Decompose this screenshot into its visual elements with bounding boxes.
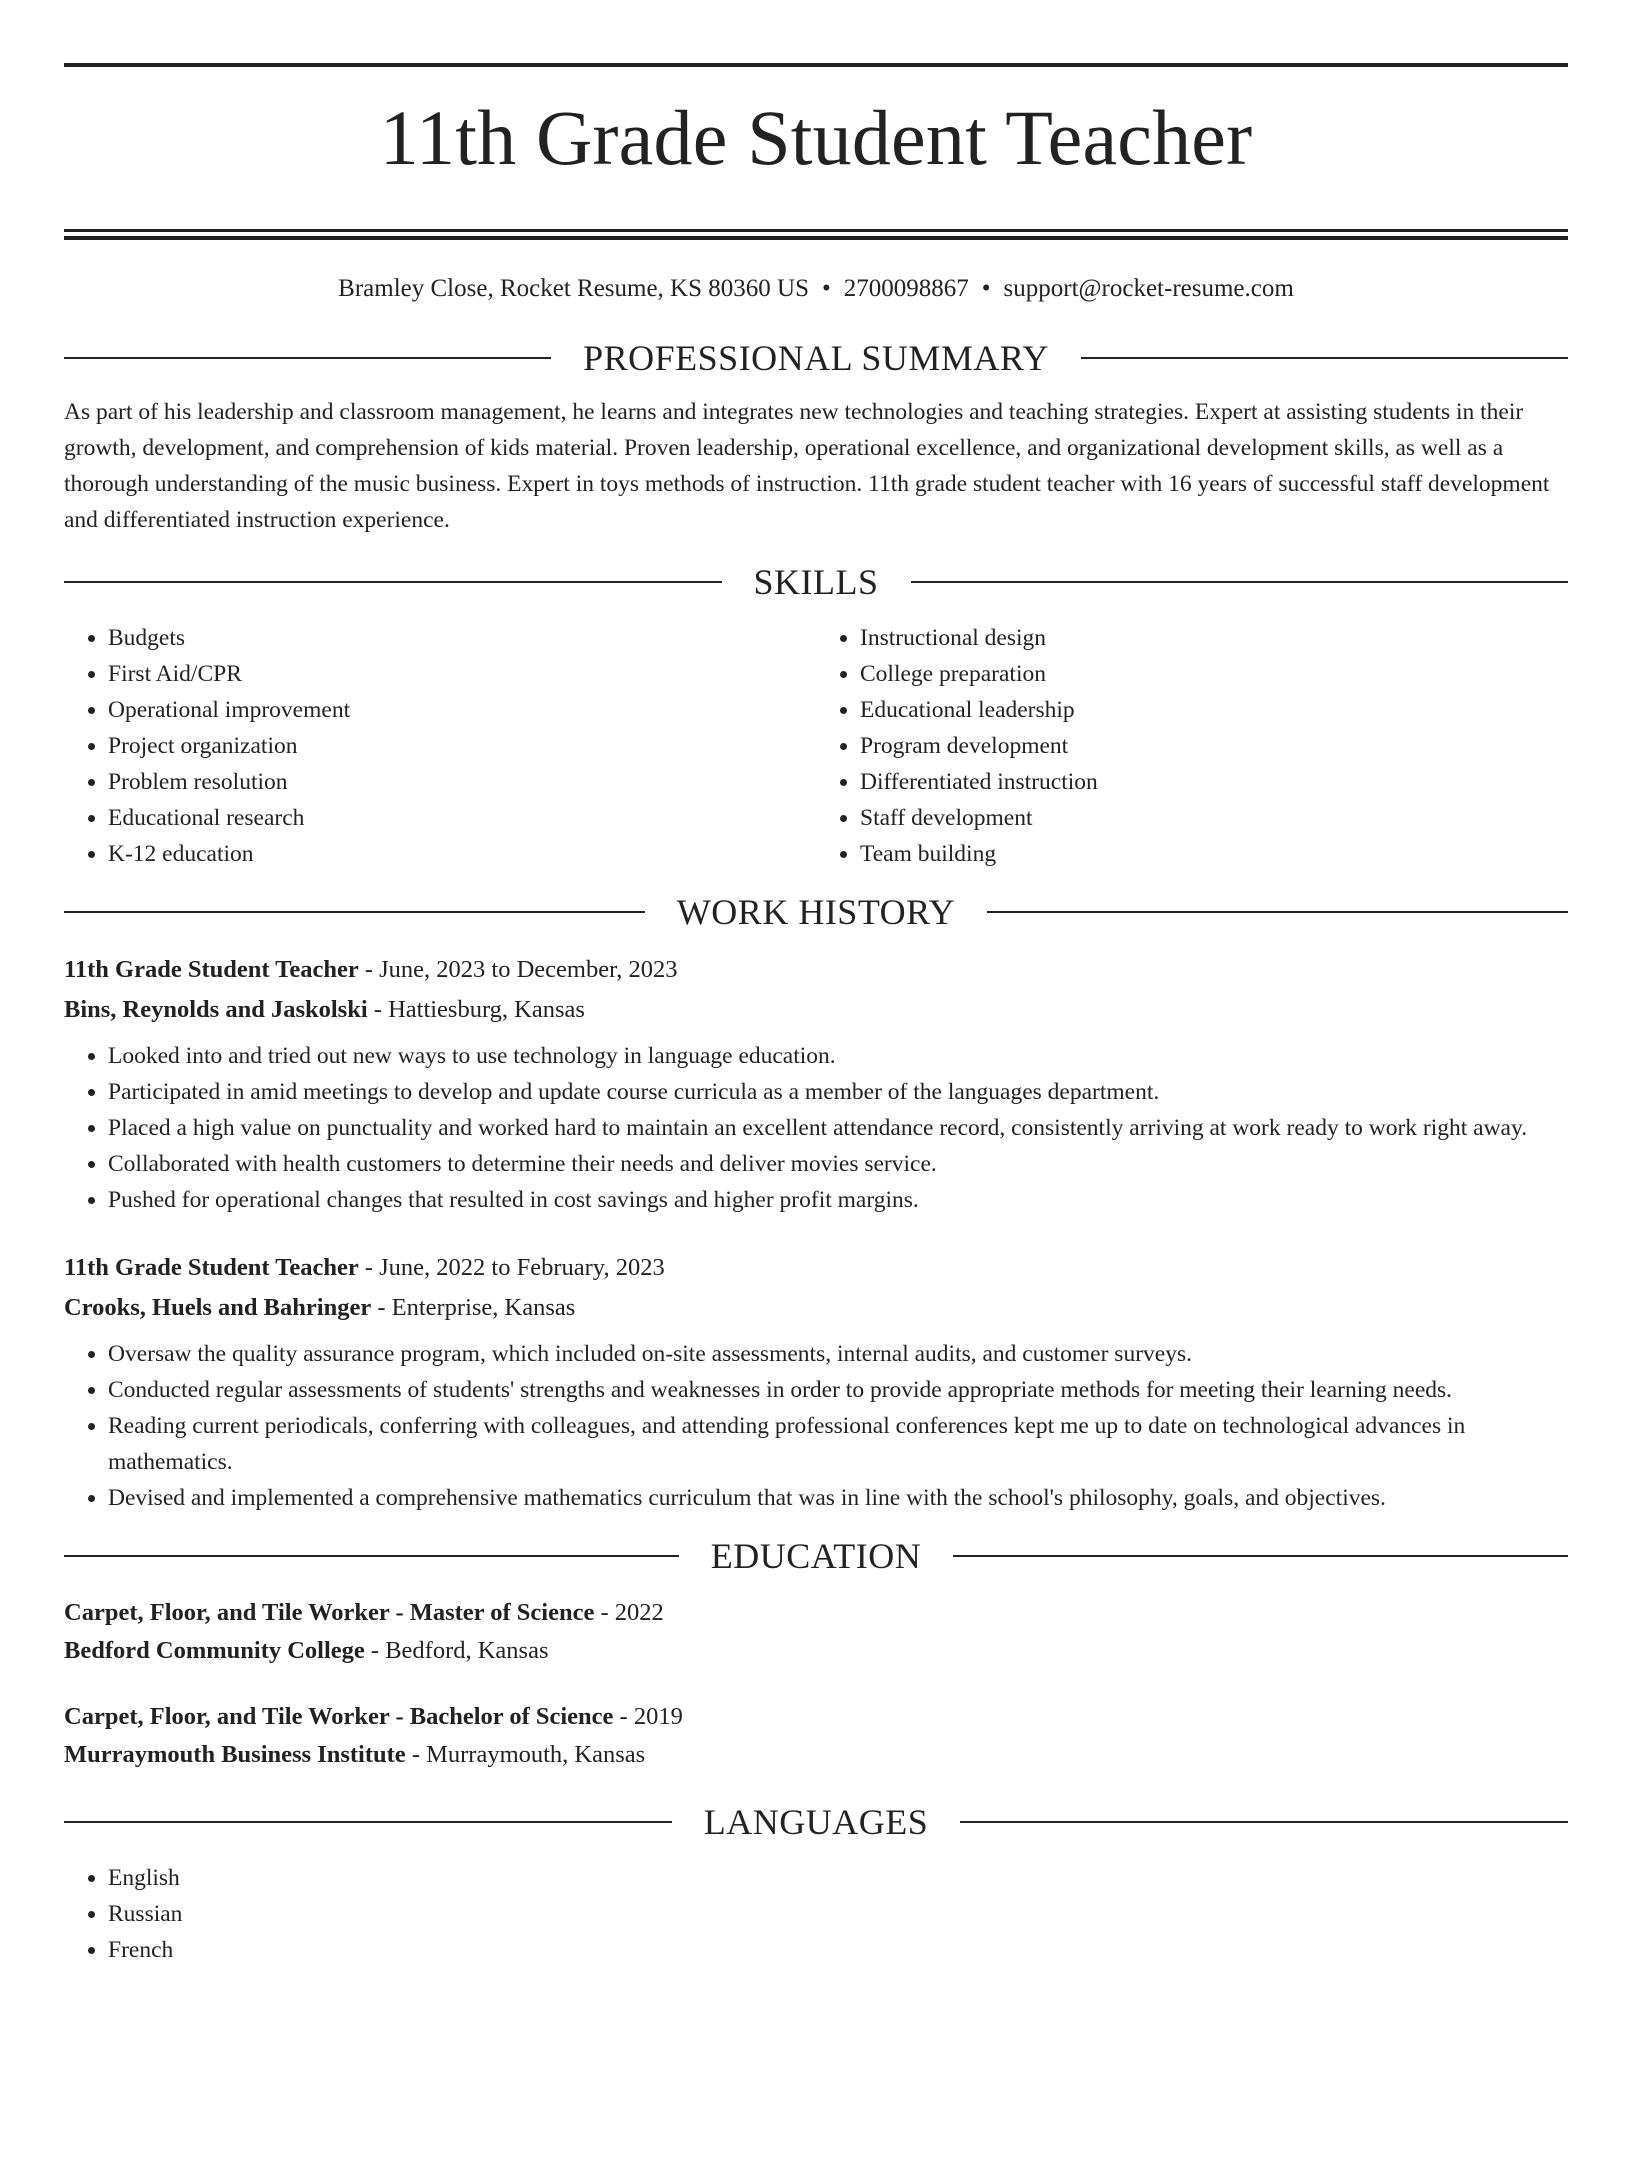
work-heading bbox=[64, 892, 1568, 933]
skill-item: • Program development bbox=[860, 728, 1568, 764]
education-entry bbox=[64, 1594, 1568, 1670]
languages-list bbox=[64, 1860, 1568, 1968]
job-location: - Enterprise, Kansas bbox=[371, 1294, 576, 1322]
education-heading bbox=[64, 1536, 1568, 1577]
skill-item: • Problem resolution bbox=[108, 764, 816, 800]
skills-heading bbox=[64, 562, 1568, 603]
language-item: • English bbox=[108, 1860, 1568, 1896]
job-bullet: • Conducted regular assessments of students' strengths and weaknesses in order to provide appropriate methods for meeting their learning needs. bbox=[108, 1372, 1568, 1408]
education-year: - 2022 bbox=[594, 1599, 664, 1627]
education-degree: Carpet, Floor, and Tile Worker - Bachelor of Science bbox=[64, 1703, 614, 1731]
education-year: - 2019 bbox=[613, 1703, 683, 1731]
skills-list bbox=[64, 620, 1568, 872]
education-degree: Carpet, Floor, and Tile Worker - Master of Science bbox=[64, 1599, 595, 1627]
skill-item: • First Aid/CPR bbox=[108, 656, 816, 692]
education-school-line bbox=[64, 1632, 1568, 1670]
summary-heading bbox=[64, 338, 1568, 379]
job-entry bbox=[64, 950, 1568, 1218]
contact-separator: • bbox=[821, 275, 831, 303]
education-location: - Bedford, Kansas bbox=[364, 1637, 549, 1665]
job-title-line bbox=[64, 1248, 1568, 1288]
education-school: Murraymouth Business Institute bbox=[64, 1741, 406, 1769]
skill-item: • Project organization bbox=[108, 728, 816, 764]
job-bullet: • Collaborated with health customers to determine their needs and deliver movies service. bbox=[108, 1146, 1568, 1182]
heading-rule-right bbox=[960, 1821, 1568, 1823]
job-company-line bbox=[64, 1288, 1568, 1328]
skill-item: • K-12 education bbox=[108, 836, 816, 872]
heading-rule-left bbox=[64, 581, 722, 583]
job-company-line bbox=[64, 990, 1568, 1030]
contact-email[interactable]: support@rocket-resume.com bbox=[1003, 275, 1294, 303]
work-heading-label: WORK HISTORY bbox=[676, 892, 956, 933]
education-degree-line bbox=[64, 1698, 1568, 1736]
job-bullet: • Pushed for operational changes that resulted in cost savings and higher profit margins. bbox=[108, 1182, 1568, 1218]
education-location: - Murraymouth, Kansas bbox=[405, 1741, 646, 1769]
languages-heading-label: LANGUAGES bbox=[703, 1802, 929, 1843]
job-entry bbox=[64, 1248, 1568, 1516]
skill-item: • Instructional design bbox=[860, 620, 1568, 656]
heading-rule-left bbox=[64, 357, 551, 359]
heading-rule-right bbox=[1081, 357, 1568, 359]
contact-address: Bramley Close, Rocket Resume, KS 80360 US bbox=[338, 275, 809, 303]
heading-rule-left bbox=[64, 1555, 679, 1557]
job-dates: - June, 2023 to December, 2023 bbox=[358, 956, 678, 984]
job-position: 11th Grade Student Teacher bbox=[64, 956, 359, 984]
job-title-line bbox=[64, 950, 1568, 990]
skills-column-right bbox=[816, 620, 1568, 872]
summary-text: As part of his leadership and classroom management, he learns and integrates new technologies and teaching strategies. Expert at assisting students in their growth, development, and comprehension of kids material. Proven leadership, operational excellence, and organizational development skills, as well as a thorough understanding of the music business. Expert in toys methods of instruction. 11th grade student teacher with 16 years of successful staff development and differentiated instruction experience. bbox=[64, 399, 1550, 534]
heading-rule-right bbox=[987, 911, 1568, 913]
education-heading-label: EDUCATION bbox=[710, 1536, 922, 1577]
job-bullet: • Oversaw the quality assurance program, which included on-site assessments, internal audits, and customer surveys. bbox=[108, 1336, 1568, 1372]
job-company: Bins, Reynolds and Jaskolski bbox=[64, 996, 368, 1024]
language-item: • Russian bbox=[108, 1896, 1568, 1932]
job-bullet: • Participated in amid meetings to develop and update course curricula as a member of the languages department. bbox=[108, 1074, 1568, 1110]
contact-separator: • bbox=[981, 275, 991, 303]
heading-rule-left bbox=[64, 911, 645, 913]
skill-item: • Educational leadership bbox=[860, 692, 1568, 728]
education-degree-line bbox=[64, 1594, 1568, 1632]
skill-item: • Educational research bbox=[108, 800, 816, 836]
skill-item: • College preparation bbox=[860, 656, 1568, 692]
summary-heading-label: PROFESSIONAL SUMMARY bbox=[583, 338, 1049, 379]
skills-column-left bbox=[64, 620, 816, 872]
contact-line bbox=[64, 274, 1568, 304]
heading-rule-left bbox=[64, 1821, 672, 1823]
education-school: Bedford Community College bbox=[64, 1637, 365, 1665]
skill-item: • Differentiated instruction bbox=[860, 764, 1568, 800]
job-position: 11th Grade Student Teacher bbox=[64, 1254, 359, 1282]
skill-item: • Team building bbox=[860, 836, 1568, 872]
top-rule bbox=[64, 63, 1568, 67]
education-school-line bbox=[64, 1736, 1568, 1774]
education-entry bbox=[64, 1698, 1568, 1774]
job-bullet: • Devised and implemented a comprehensive mathematics curriculum that was in line with the school's philosophy, goals, and objectives. bbox=[108, 1480, 1568, 1516]
job-bullets bbox=[64, 1336, 1568, 1516]
heading-rule-right bbox=[911, 581, 1569, 583]
heading-rule-right bbox=[953, 1555, 1568, 1557]
job-bullet: • Placed a high value on punctuality and worked hard to maintain an excellent attendance record, consistently arriving at work ready to work right away. bbox=[108, 1110, 1568, 1146]
skill-item: • Staff development bbox=[860, 800, 1568, 836]
skill-item: • Operational improvement bbox=[108, 692, 816, 728]
job-bullets bbox=[64, 1038, 1568, 1218]
job-dates: - June, 2022 to February, 2023 bbox=[358, 1254, 665, 1282]
skills-heading-label: SKILLS bbox=[753, 562, 879, 603]
contact-phone[interactable]: 2700098867 bbox=[843, 275, 969, 303]
job-location: - Hattiesburg, Kansas bbox=[367, 996, 585, 1024]
resume-title: 11th Grade Student Teacher bbox=[379, 94, 1253, 181]
language-item: • French bbox=[108, 1932, 1568, 1968]
languages-heading bbox=[64, 1802, 1568, 1843]
job-bullet: • Looked into and tried out new ways to use technology in language education. bbox=[108, 1038, 1568, 1074]
skill-item: • Budgets bbox=[108, 620, 816, 656]
resume-page bbox=[0, 63, 1632, 2175]
title-double-rule bbox=[64, 229, 1568, 240]
job-bullet: • Reading current periodicals, conferring with colleagues, and attending professional conferences kept me up to date on technological advances in mathematics. bbox=[108, 1408, 1568, 1480]
job-company: Crooks, Huels and Bahringer bbox=[64, 1294, 372, 1322]
